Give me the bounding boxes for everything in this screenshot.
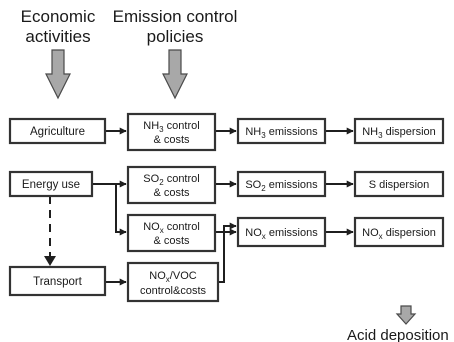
nox-emissions-label: $NO_x$ emissions — [245, 227, 318, 241]
nh3-dispersion-label: $NH_3$ dispersion — [362, 126, 436, 140]
nh3-emissions-box — [238, 119, 325, 143]
nox-control-box — [128, 215, 215, 251]
economic-down-arrow-icon — [46, 50, 70, 98]
s-dispersion-label: S dispersion — [368, 179, 430, 191]
header-policies-line1: Emission control — [112, 7, 238, 26]
transport-box — [10, 267, 105, 295]
nh3-control-line2: & costs — [153, 134, 190, 146]
so2-control-line1: $SO_2$ control — [143, 173, 200, 187]
energy-use-label: Energy use — [21, 179, 81, 191]
connectors — [44, 131, 353, 282]
nox-control-line2: & costs — [153, 235, 190, 247]
acid-deposition-down-arrow-icon — [397, 306, 415, 324]
header-economic-line1: Economic — [20, 7, 96, 26]
header-emission-control-policies — [113, 7, 238, 46]
so2-control-line2: & costs — [153, 187, 190, 199]
nox-dispersion-label: $NO_x$ dispersion — [362, 227, 436, 241]
agriculture-label: Agriculture — [30, 126, 85, 138]
agriculture-box — [10, 119, 105, 143]
header-economic-activities — [21, 7, 96, 46]
nox-voc-control-box — [128, 263, 218, 301]
so2-emissions-box — [238, 172, 325, 196]
nox-emissions-box — [238, 218, 325, 246]
header-economic-line2: activities — [25, 27, 91, 46]
arrow-energy-to-nox-control — [116, 184, 126, 232]
arrow-noxvoc-control-to-nox-emissions — [218, 226, 236, 282]
acid-deposition-label: Acid deposition — [347, 327, 449, 342]
transport-label: Transport — [33, 276, 82, 288]
s-dispersion-box — [355, 172, 443, 196]
so2-control-box — [128, 167, 215, 203]
nh3-dispersion-box — [355, 119, 443, 143]
nox-control-line1: $NO_x$ control — [143, 221, 200, 235]
nox-voc-control-line1: $NO_x$/VOC — [149, 270, 197, 284]
nh3-control-line1: $NH_3$ control — [143, 120, 200, 134]
nh3-emissions-label: $NH_3$ emissions — [245, 126, 318, 140]
dashed-arrowhead-icon — [44, 256, 56, 266]
policies-down-arrow-icon — [163, 50, 187, 98]
header-policies-line2: policies — [146, 27, 204, 46]
nox-voc-control-line2: control&costs — [139, 285, 207, 297]
nox-dispersion-box — [355, 218, 443, 246]
energy-use-box — [10, 172, 92, 196]
so2-emissions-label: $SO_2$ emissions — [245, 179, 318, 193]
nh3-control-box — [128, 114, 215, 150]
